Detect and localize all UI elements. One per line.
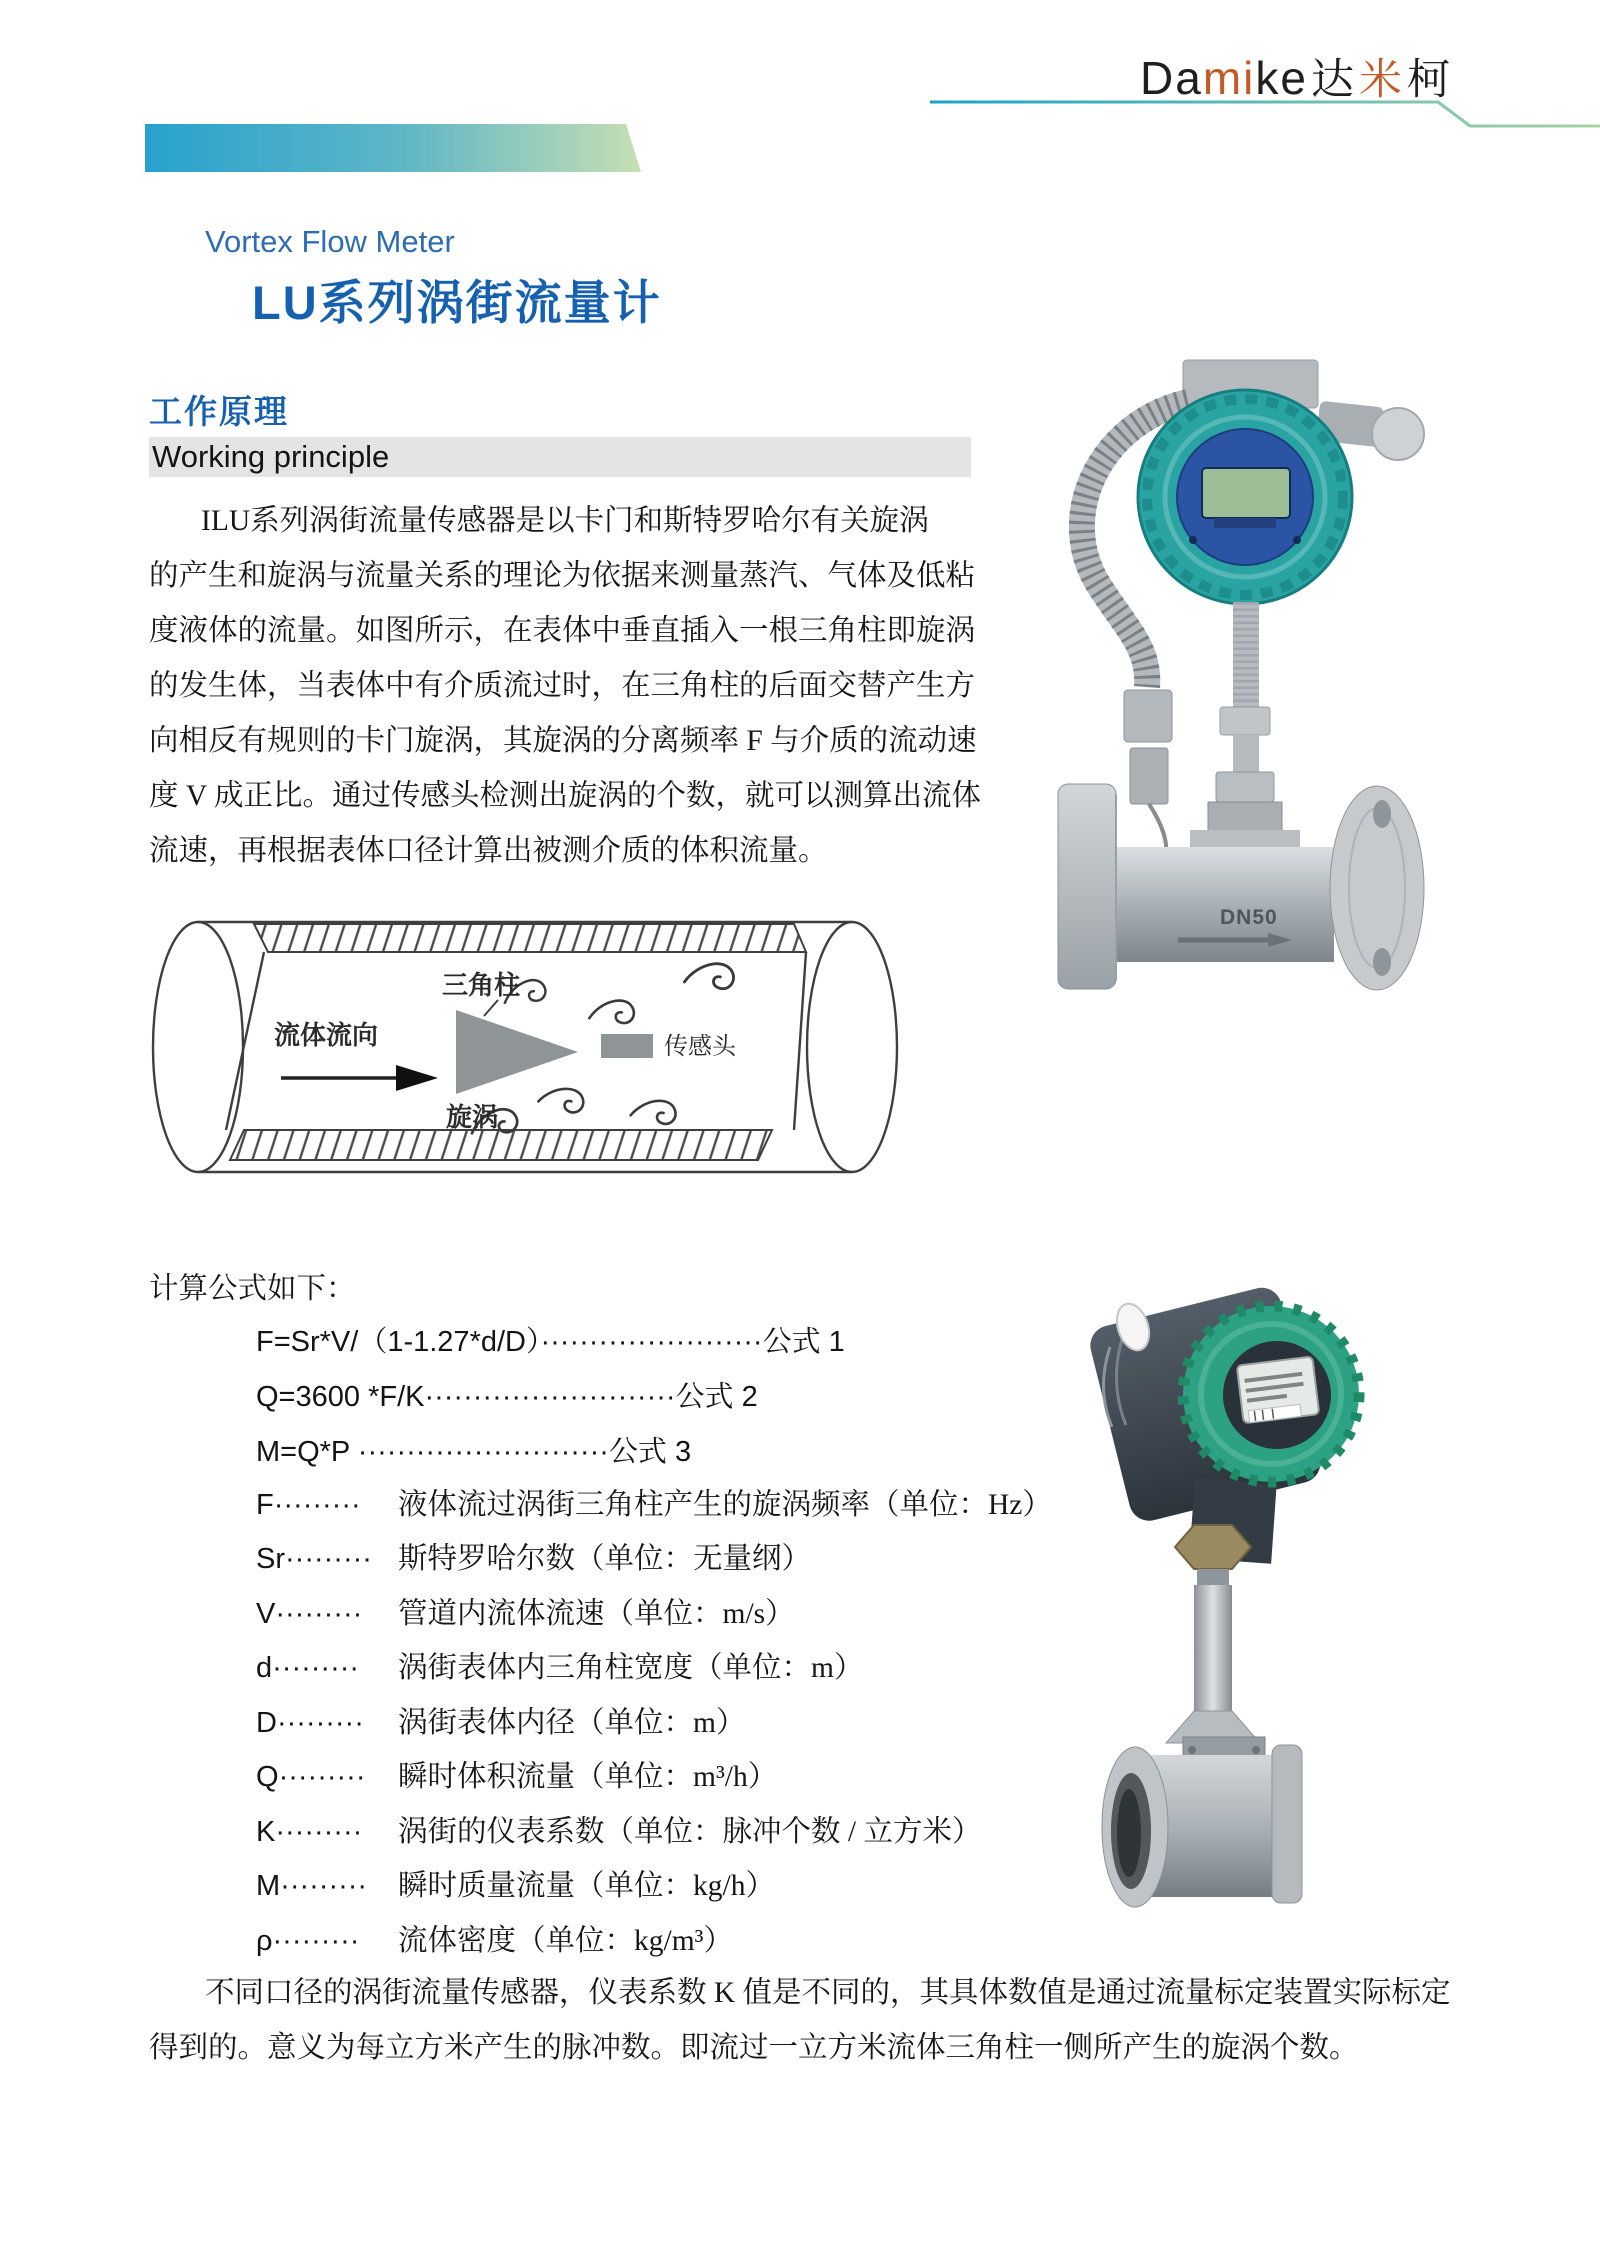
sensor-head-rect [601, 1034, 653, 1058]
formula-heading: 计算公式如下： [149, 1273, 356, 1305]
definition-symbol: ρ [256, 1925, 273, 1957]
definition-symbol: F [256, 1489, 274, 1521]
dot-leader: ········· [285, 1543, 372, 1575]
intro-line: 度 V 成正比。通过传感头检测出旋涡的个数，就可以测算出流体 [149, 780, 982, 812]
definition-symbol: d [256, 1652, 273, 1684]
definition-desc: 瞬时质量流量（单位：kg/h） [398, 1870, 775, 1902]
section-title-en-bar [149, 437, 971, 477]
collar [1197, 1569, 1229, 1585]
wafer-body [1102, 1745, 1302, 1907]
pipe-wall-bottom [230, 1130, 772, 1160]
left-flange [1058, 784, 1116, 989]
formula-3: M=Q*P ··························公式 3 [256, 1436, 692, 1468]
formula-2: Q=3600 *F/K··························公式 2 [256, 1381, 758, 1413]
product-photo-flanged-meter [1030, 352, 1460, 1012]
label-triangle-column: 三角柱 [442, 971, 521, 1000]
definition-symbol: M [256, 1870, 281, 1902]
product-photo-wafer-meter [1080, 1285, 1500, 2000]
dot-leader: ········· [275, 1816, 363, 1848]
section-title-en: Working principle [152, 439, 390, 474]
intro-line: 流速，再根据表体口径计算出被测介质的体积流量。 [149, 835, 828, 867]
lcd-display [1202, 468, 1290, 518]
definition-desc: 液体流过涡街三角柱产生的旋涡频率（单位：Hz） [398, 1489, 1052, 1521]
header-accent-bar [145, 124, 641, 172]
definition-symbol: K [256, 1816, 276, 1848]
label-flow-direction: 流体流向 [274, 1021, 379, 1050]
definition-symbol: D [256, 1707, 277, 1739]
label-sensor-head: 传感头 [664, 1034, 736, 1060]
definition-symbol: V [256, 1598, 276, 1630]
definition-desc: 管道内流体流速（单位：m/s） [398, 1598, 795, 1630]
intro-paragraph [149, 494, 1009, 879]
conduit-fitting-upper [1124, 690, 1172, 742]
logo-text-ke: ke [1255, 52, 1308, 104]
green-bezel [1183, 1306, 1359, 1482]
definition-row [256, 1478, 1052, 1533]
formula-1: F=Sr*V/（1-1.27*d/D）·······················公式 1 [256, 1326, 845, 1358]
definition-desc: 涡街表体内径（单位：m） [398, 1707, 746, 1739]
section-title-cn: 工作原理 [149, 393, 289, 430]
dot-leader: ········· [272, 1652, 360, 1684]
body-marking: DN50 [1220, 906, 1278, 929]
definition-row [256, 1914, 733, 1969]
logo-text-mi: mi [1202, 52, 1256, 104]
intro-line: 的发生体，当表体中有介质流过时，在三角柱的后面交替产生方 [149, 670, 976, 702]
definition-symbol: Sr [256, 1543, 285, 1575]
definition-desc: 涡街表体内三角柱宽度（单位：m） [398, 1652, 864, 1684]
logo-text-cn1: 达 [1310, 56, 1356, 104]
definition-row [256, 1859, 775, 1914]
logo-text-da: Da [1140, 52, 1203, 104]
triangle-leader-line [484, 1000, 498, 1016]
logo-text-cn2: 米 [1358, 56, 1404, 104]
label-vortex: 旋涡 [446, 1103, 499, 1132]
meter-stem [1208, 602, 1282, 847]
page-title: LU系列涡街流量计 [252, 276, 662, 329]
definition-row [256, 1750, 777, 1805]
dot-leader: ········· [275, 1598, 363, 1630]
triangle-column [456, 1010, 578, 1094]
definition-row [256, 1532, 811, 1587]
dot-leader: ········· [272, 1925, 360, 1957]
conduit-fitting-lower [1130, 748, 1168, 804]
closing-line: 得到的。意义为每立方米产生的脉冲数。即流过一立方米流体三角柱一侧所产生的旋涡个数。 [149, 2032, 1359, 2064]
logo-underline [930, 94, 1600, 134]
bore [1117, 1789, 1141, 1877]
closing-paragraph [149, 1966, 1489, 2076]
definition-symbol: Q [256, 1761, 279, 1793]
pipe-wall-top [254, 924, 806, 952]
meter-stem [1166, 1585, 1265, 1763]
dot-leader: ········· [273, 1489, 361, 1521]
intro-line: ILU系列涡街流量传感器是以卡门和斯特罗哈尔有关旋涡 [201, 505, 929, 537]
intro-line: 向相反有规则的卡门旋涡，其旋涡的分离频率 F 与介质的流动速 [149, 725, 977, 757]
logo-text-cn3: 柯 [1406, 56, 1452, 104]
intro-line: 的产生和旋涡与流量关系的理论为依据来测量蒸汽、气体及低粘 [149, 560, 976, 592]
definition-row [256, 1587, 795, 1642]
principle-diagram [146, 882, 908, 1194]
flow-arrow [281, 1065, 438, 1091]
definition-row [256, 1805, 981, 1860]
product-name-en: Vortex Flow Meter [205, 224, 455, 259]
right-rim [1272, 1745, 1302, 1903]
closing-line: 不同口径的涡街流量传感器，仪表系数 K 值是不同的，其具体数值是通过流量标定装置实际标定 [205, 1977, 1451, 2009]
dot-leader: ········· [278, 1761, 366, 1793]
definition-desc: 流体密度（单位：kg/m³） [398, 1925, 733, 1957]
dot-leader: ········· [276, 1707, 364, 1739]
definition-row [256, 1641, 863, 1696]
transmitter-head [1138, 390, 1352, 604]
definition-desc: 斯特罗哈尔数（单位：无量纲） [398, 1543, 812, 1575]
definition-desc: 瞬时体积流量（单位：m³/h） [398, 1761, 778, 1793]
dot-leader: ········· [280, 1870, 368, 1902]
definition-desc: 涡街的仪表系数（单位：脉冲个数 / 立方米） [398, 1816, 982, 1848]
definition-row [256, 1696, 745, 1751]
intro-line: 度液体的流量。如图所示，在表体中垂直插入一根三角柱即旋涡 [149, 615, 976, 647]
lcd-display [1237, 1356, 1320, 1423]
